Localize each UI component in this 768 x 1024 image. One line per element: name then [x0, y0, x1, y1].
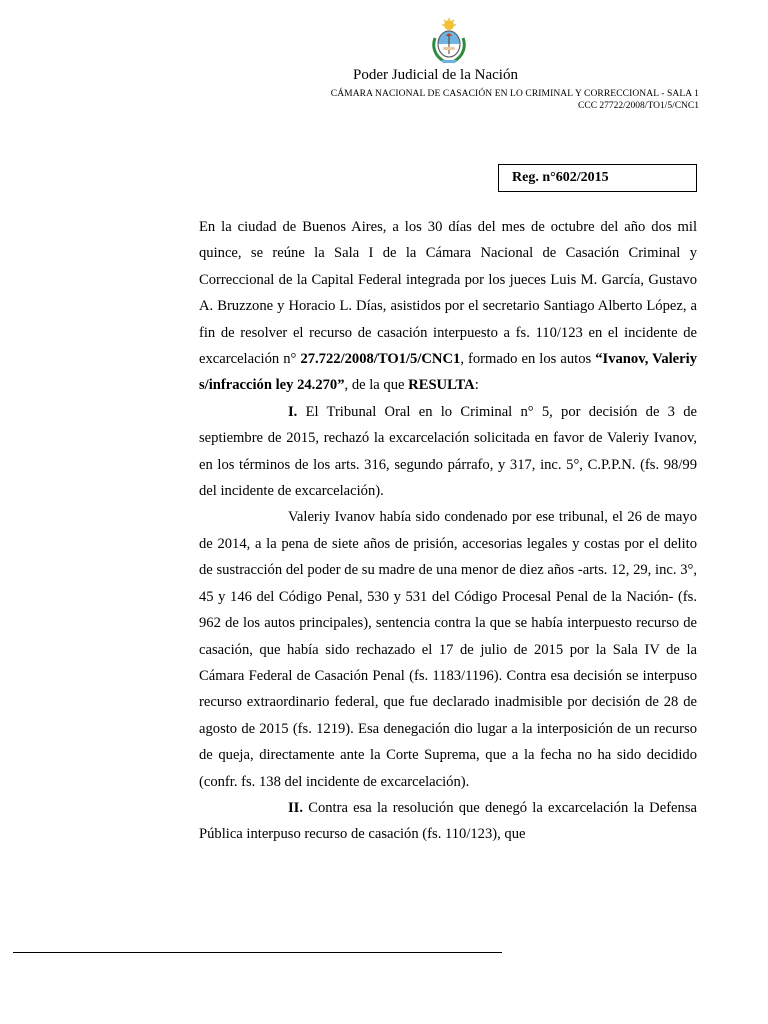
coat-of-arms-icon — [429, 18, 469, 64]
registry-number-box — [498, 164, 697, 192]
resulta-heading: RESULTA — [408, 377, 475, 394]
paragraph-ii: II. Contra esa la resolución que denegó la excarcelación la Defensa Pública interpuso recurso de casación (fs. 110/123), que — [199, 799, 697, 843]
paragraph-i: I. El Tribunal Oral en lo Criminal n° 5, por decisión de 3 de septiembre de 2015, rechazó la excarcelación solicitada en favor de Valeriy Ivanov, en los términos de los arts. 316, segundo párrafo, y 317, inc. 5°, C.P.P.N. (fs. 98/99 del incidente de excarcelación). — [199, 403, 697, 500]
institution-title: Poder Judicial de la Nación — [353, 67, 518, 83]
registry-number: Reg. n°602/2015 — [512, 170, 609, 185]
paragraph-background: Valeriy Ivanov había sido condenado por ese tribunal, el 26 de mayo de 2014, a la pena de siete años de prisión, accesorias legales y costas por el delito de sustracción del poder de su madre de una menor de diez años -arts. 12, 29, inc. 3°, 45 y 146 del Código Penal, 530 y 531 del Código Procesal Penal de la Nación- (fs. 962 de los autos principales), sentencia contra la que se había interpuesto recurso de casación, que había sido rechazado el 17 de julio de 2015 por la Sala IV de la Cámara Federal de Casación Penal (fs. 1183/1196). Contra esa decisión se interpuso recurso extraordinario federal, que fue declarado inadmisible por decisión de 28 de agosto de 2015 (fs. 1219). Esa denegación dio lugar a la interposición de un recurso de queja, directamente ante la Corte Suprema, que a la fecha no ha sido decidido (confr. fs. 138 del incidente de excarcelación). — [199, 509, 697, 790]
court-name: CÁMARA NACIONAL DE CASACIÓN EN LO CRIMINAL Y CORRECCIONAL - SALA 1 — [330, 89, 699, 99]
section-number: II. — [288, 799, 304, 816]
section-number: I. — [288, 403, 298, 420]
document-body — [199, 214, 697, 848]
case-number: CCC 27722/2008/TO1/5/CNC1 — [578, 101, 699, 111]
footnote-divider — [13, 952, 502, 953]
case-reference: 27.722/2008/TO1/5/CNC1 — [300, 351, 461, 368]
paragraph-intro: En la ciudad de Buenos Aires, a los 30 días del mes de octubre del año dos mil quince, se reúne la Sala I de la Cámara Nacional de Casación Criminal y Correccional de la Capital Federal integrada por los jueces Luis M. García, Gustavo A. Bruzzone y Horacio L. Días, asistidos por el secretario Santiago Alberto López, a fin de resolver el recurso de casación interpuesto a fs. 110/123 en el incidente de excarcelación n° 27.722/2008/TO1/5/CNC1, formado en los autos “Ivanov, Valeriy s/infracción ley 24.270”, de la que RESULTA: — [199, 219, 697, 394]
case-title: “Ivanov, Valeriy s/infracción ley 24.270” — [199, 351, 697, 394]
